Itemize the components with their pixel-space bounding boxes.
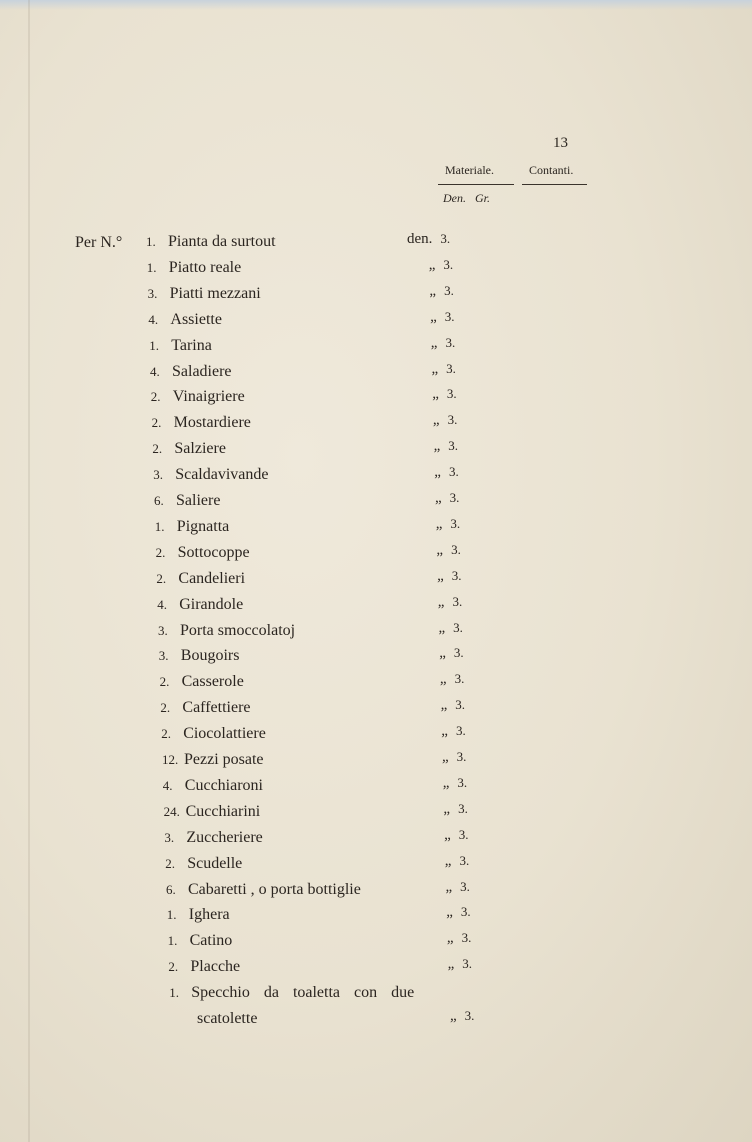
column-header-materiale: Materiale. [445,163,494,177]
item-name: Cucchiarini [185,802,261,820]
list-item [161,725,266,747]
ditto-mark: „ [437,593,445,610]
list-item [164,803,261,825]
item-name: Scudelle [187,854,243,872]
item-name: Saladiere [172,362,232,380]
item-value [446,879,470,896]
item-name: Cabaretti , o porta bottiglie [188,880,361,898]
item-name: Salziere [174,440,226,458]
item-quantity: 1. [154,518,165,534]
item-name: Placche [190,958,241,976]
item-value [437,568,461,585]
item-quantity: 2. [159,674,170,690]
ditto-mark: „ [431,360,439,377]
list-item [155,518,229,540]
ditto-mark: „ [433,438,441,455]
value-denari: 3. [451,567,462,583]
value-denari: 3. [443,256,454,272]
item-name: Sottocoppe [177,543,250,561]
ditto-mark: „ [447,956,455,973]
item-name: Piatto reale [168,258,242,276]
ditto-mark: „ [436,541,444,558]
item-value [441,697,465,714]
page-number: 13 [553,135,568,151]
value-denari: 3. [454,671,465,687]
item-quantity: 3. [147,285,158,301]
list-item [167,906,230,928]
value-denari: 3. [460,878,470,894]
item-quantity: 6. [166,881,176,897]
list-item [151,388,245,410]
value-denari: 3. [447,412,458,428]
ditto-mark: „ [442,749,449,765]
item-quantity: 1. [166,907,177,923]
ditto-mark: „ [435,515,443,532]
list-item [164,829,262,851]
item-name: Saliere [176,492,221,509]
list-item [154,492,220,514]
item-quantity: 4. [162,777,173,793]
value-denari: 3. [440,231,451,246]
value-denari: 3. [455,723,466,739]
item-value [434,464,458,481]
value-denari: 3. [453,619,463,635]
list-item [152,440,226,462]
item-quantity: 2. [155,544,166,560]
item-value [448,956,472,973]
item-name: Ighera [188,906,230,924]
value-denari: 3. [444,308,455,324]
list-item [156,544,250,566]
item-name: Pignatta [176,517,230,535]
ditto-mark: „ [450,1008,457,1024]
item-value [444,827,468,844]
item-quantity: 2. [160,700,171,716]
unit-den-label: den. [407,231,433,247]
list-item [150,363,232,385]
value-denari: 3. [452,593,463,609]
item-quantity: 2. [152,441,163,457]
list-item [166,881,361,903]
item-quantity: 1. [149,337,159,353]
list-item [168,958,240,980]
value-denari: 3. [445,334,456,350]
item-value [429,257,453,274]
ditto-mark: „ [435,490,442,506]
list-item [163,777,263,799]
ditto-mark: „ [446,904,453,921]
item-quantity: 3. [164,829,175,845]
item-quantity: 3. [158,648,169,664]
ditto-mark: „ [437,567,444,584]
list-item [146,233,276,255]
item-name: Catino [189,932,233,950]
item-name: Candelieri [178,569,246,587]
ditto-mark: „ [440,697,448,714]
item-quantity: 3. [153,467,163,483]
ditto-mark: „ [444,826,451,843]
item-value [443,775,467,792]
list-item [157,596,243,618]
list-item [147,259,241,281]
item-name: Casserole [181,673,244,691]
list-item [162,751,264,773]
item-name: Tarina [171,336,212,354]
item-quantity: 4. [148,311,159,327]
ditto-mark: „ [444,852,452,869]
list-item [160,673,244,695]
item-value [431,335,455,352]
ditto-mark: „ [442,774,450,791]
header-rule-contanti [522,184,587,185]
ditto-mark: „ [432,412,440,429]
item-value [447,930,471,947]
ditto-mark: „ [443,800,451,817]
item-value [440,671,464,688]
item-value [441,723,465,740]
ditto-mark: „ [446,930,454,947]
item-quantity: 4. [150,363,160,379]
ditto-mark: „ [430,308,437,325]
item-name: Girandole [179,595,244,613]
item-value [407,231,450,248]
ditto-mark: „ [432,386,439,403]
item-name: Caffettiere [182,699,251,717]
value-denari: 3. [446,386,457,402]
item-quantity: 2. [161,726,171,742]
item-quantity: 6. [154,493,164,508]
ditto-mark: „ [445,878,453,895]
item-value [442,749,466,766]
item-name: Zuccheriere [186,828,263,846]
page-fold-line [28,0,30,1142]
per-number-label: Per N.° [75,234,123,251]
item-value [439,620,463,637]
list-item [169,984,414,1006]
item-quantity: 2. [150,389,161,405]
value-denari: 3. [458,800,468,816]
ditto-mark: „ [430,334,438,351]
item-value [429,283,453,300]
item-quantity: 2. [168,959,179,975]
item-value [436,516,460,533]
value-denari: 3. [444,282,454,298]
ditto-mark: „ [439,671,447,688]
header-rule-materiale [438,184,514,185]
item-quantity: 2. [151,415,162,431]
list-item [158,622,295,644]
ditto-mark: „ [441,723,448,740]
value-denari: 3. [451,541,461,557]
item-quantity: 4. [157,596,167,612]
value-denari: 3. [449,490,460,505]
ditto-mark: „ [439,645,446,662]
list-item [153,466,268,488]
ditto-mark: „ [429,282,437,299]
list-item [160,699,250,721]
value-denari: 3. [448,464,459,480]
ditto-mark: „ [434,464,441,481]
item-quantity: 1. [146,234,156,249]
item-name: Bougoirs [180,647,240,665]
item-name: Mostardiere [173,414,251,432]
item-name: Vinaigriere [172,388,245,406]
item-name: Assiette [170,310,222,328]
item-quantity: 24. [163,803,180,819]
item-name: Scaldavivande [175,466,269,484]
column-header-contanti: Contanti. [529,163,574,177]
item-quantity: 2. [156,570,167,586]
value-denari: 3. [457,774,468,790]
value-denari: 3. [453,645,464,661]
item-value [433,412,457,429]
item-value [446,904,470,921]
list-item [165,855,242,877]
item-quantity: 3. [158,622,168,638]
value-denari: 3. [459,852,470,868]
list-item [168,932,233,954]
item-value [436,542,460,559]
item-quantity: 1. [167,933,178,949]
item-value [445,853,469,870]
value-denari: 3. [462,956,473,972]
value-denari: 3. [461,930,472,946]
item-name: Porta smoccolatoj [180,621,296,639]
value-denari: 3. [448,438,459,454]
value-denari: 3. [456,749,467,764]
item-name: Pezzi posate [184,751,264,768]
item-name: Ciocolattiere [183,725,266,743]
item-value [435,490,459,507]
item-value [432,361,456,378]
page-top-edge [0,0,752,10]
column-subheader-den-gr: Den. Gr. [443,191,490,205]
value-denari: 3. [446,360,456,376]
list-item [156,570,245,592]
value-denari: 3. [450,515,461,531]
list-item [149,337,212,359]
item-name: Pianta da surtout [168,233,276,250]
continuation-item-name: scatolette [197,1010,258,1027]
value-denari: 3. [460,904,471,920]
item-value [439,645,463,662]
continuation-item-value [450,1008,474,1025]
list-item [148,285,261,307]
value-denari: 3. [458,826,469,842]
item-value [430,309,454,326]
item-quantity: 1. [146,259,157,275]
item-quantity: 12. [162,752,179,767]
item-name: Specchio da toaletta con due [191,984,415,1002]
item-value [432,386,456,403]
item-value [443,801,467,818]
value-denari: 3. [455,697,466,713]
ditto-mark: „ [428,256,436,273]
value-denari: 3. [464,1008,475,1023]
list-item [159,647,240,669]
item-quantity: 2. [165,855,175,871]
list-item [152,414,251,436]
item-name: Piatti mezzani [169,284,261,302]
ditto-mark: „ [438,619,446,636]
item-quantity: 1. [169,985,179,1001]
list-item [148,311,222,333]
item-name: Cucchiaroni [184,776,263,794]
item-value [434,438,458,455]
item-value [438,594,462,611]
